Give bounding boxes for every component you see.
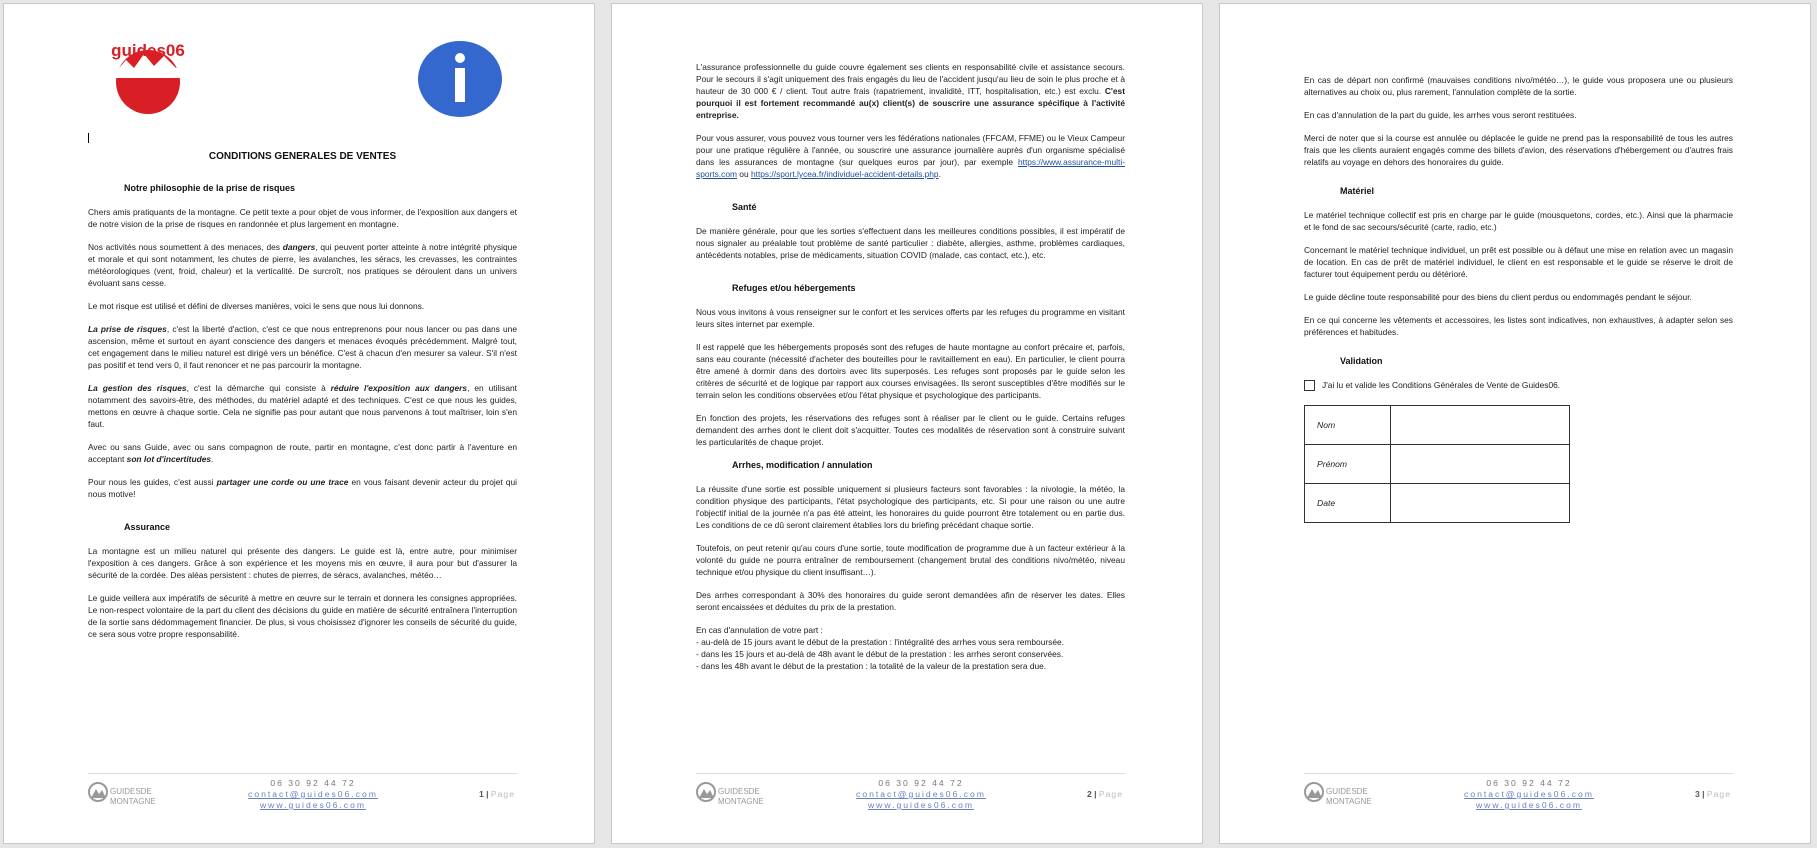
paragraph: De manière générale, pour que les sorties s'effectuent dans les meilleures conditions possibles, il est impératif de nous signaler au préalable tout problème de santé particulier : diabète, allergies, asthme, problèmes cardiaques, antécédents notables, prise de médicaments, situation COVID (malade, cas contact, etc.), etc. xyxy=(696,226,1125,260)
table-row xyxy=(1305,445,1570,484)
page-1-content xyxy=(88,4,517,651)
footer-contact xyxy=(1424,778,1634,811)
guides06-logo xyxy=(98,34,198,114)
svg-text:GUIDESDE: GUIDESDE xyxy=(110,787,152,796)
insurance-link-1[interactable]: https://www.assurance-multi-sports.com xyxy=(696,157,1125,179)
document-page-1 xyxy=(3,3,595,844)
footer-phone: 06 30 92 44 72 xyxy=(270,778,356,788)
equipment-heading: Matériel xyxy=(1340,186,1375,196)
paragraph: Le mot risque est utilisé et défini de diverses manières, voici le sens que nous lui donnons. xyxy=(88,301,425,311)
paragraph: Chers amis pratiquants de la montagne. Ce petit texte a pour objet de vous informer, de l'exposition aux dangers et de notre vision de la prise de risques en randonnée et plus largement en montagne. xyxy=(88,207,517,229)
firstname-field[interactable] xyxy=(1391,445,1570,484)
document-page-2 xyxy=(611,3,1203,844)
svg-text:MONTAGNE: MONTAGNE xyxy=(718,797,764,806)
signature-form-table xyxy=(1304,405,1570,523)
footer-web-link[interactable]: www.guides06.com xyxy=(867,800,975,810)
page-number: 1 | Page xyxy=(478,789,515,799)
info-icon xyxy=(417,40,503,118)
footer-contact xyxy=(208,778,418,811)
name-field[interactable] xyxy=(1391,406,1570,445)
paragraph: Des arrhes correspondant à 30% des honoraires du guide seront demandées afin de réserver les dates. Elles seront encaissées et déduites du prix de la prestation. xyxy=(696,590,1125,612)
text-cursor xyxy=(88,133,89,143)
document-page-3 xyxy=(1219,3,1811,844)
footer-email-link[interactable]: contact@guides06.com xyxy=(1464,789,1594,799)
paragraph: Le guide décline toute responsabilité pour des biens du client perdus ou endommagés pendant le séjour. xyxy=(1304,292,1692,302)
page-footer xyxy=(88,773,517,814)
cancellation-list: En cas d'annulation de votre part : - au-delà de 15 jours avant le début de la prestation : l'intégralité des arrhes vous sera remboursée. - dans les 15 jours et au-delà de 48h avant le début de la prestation : les arrhes seront conservées. - dans les 48h avant le début de la prestation : la totalité de la valeur de la prestation sera due. xyxy=(696,625,1064,671)
paragraph: Le matériel technique collectif est pris en charge par le guide (mousquetons, cordes, etc.). Ainsi que la pharmacie et le fond de sac secours/sécurité (carte, radio, etc.) xyxy=(1304,210,1733,232)
paragraph: En cas de départ non confirmé (mauvaises conditions nivo/météo…), le guide vous proposera une ou plusieurs alternatives au choix ou, plus rarement, l'annulation complète de la sortie. xyxy=(1304,75,1733,97)
page-footer xyxy=(1304,773,1733,814)
svg-text:MONTAGNE: MONTAGNE xyxy=(1326,797,1372,806)
footer-phone: 06 30 92 44 72 xyxy=(1486,778,1572,788)
paragraph: La prise de risques, c'est la liberté d'action, c'est ce que nous entreprenons pour nous lancer ou pas dans une ascension, même et surtout en ayant conscience des dangers et menaces évoqués précédemment. Malgré tout, cet engagement dans le milieu naturel est dirigé vers un bénéfice. C'est à chacun d'en mesurer sa valeur. S'il n'est pas positif et tend vers 0, il faut renoncer et ne pas parcourir la montagne. xyxy=(88,324,517,370)
paragraph: La réussite d'une sortie est possible uniquement si plusieurs facteurs sont favorables : la nivologie, la météo, la condition physique des participants, l'état psychologique des participants, etc. Si pour une raison ou une autre l'objectif initial de la journée n'a pas été atteint, les honoraires du guide pourront être totalement ou en partie dus. Les conditions de ce dû seront clairement établies lors du briefing précédant chaque sortie. xyxy=(696,484,1125,530)
footer-web-link[interactable]: www.guides06.com xyxy=(259,800,367,810)
footer-email-link[interactable]: contact@guides06.com xyxy=(856,789,986,799)
paragraph: Avec ou sans Guide, avec ou sans compagnon de route, partir en montagne, c'est donc partir à l'aventure en acceptant son lot d'incertitudes. xyxy=(88,442,517,464)
paragraph: En fonction des projets, les réservations des refuges sont à réaliser par le client ou le guide. Certains refuges demandent des arrhes dont le client doit s'acquitter. Toutes ces modalités de réservation sont à construire suivant les particularités de chaque projet. xyxy=(696,413,1125,447)
validation-checkbox[interactable] xyxy=(1304,380,1315,391)
checkbox-label: J'ai lu et valide les Conditions Générales de Vente de Guides06. xyxy=(1322,380,1561,390)
svg-text:GUIDESDE: GUIDESDE xyxy=(1326,787,1368,796)
firstname-label: Prénom xyxy=(1305,445,1391,484)
footer-web-link[interactable]: www.guides06.com xyxy=(1475,800,1583,810)
paragraph: L'assurance professionnelle du guide couvre également ses clients en responsabilité civile et assistance secours. Pour le secours il s'agit uniquement des frais engagés du lieu de l'accident jusqu'au lieu de soin le plus proche et à hauteur de 30 000 € / client. Tout autre frais (rapatriement, invalidité, ITT, hospitalisation, etc.) est exclu. C'est pourquoi il est fortement recommandé au(x) client(s) de souscrire une assurance spécifique à l'activité entreprise. xyxy=(696,62,1125,120)
page-number: 2 | Page xyxy=(1086,789,1123,799)
paragraph: En ce qui concerne les vêtements et accessoires, les listes sont indicatives, non exhaustives, à adapter selon ses préférences et habitudes. xyxy=(1304,315,1733,337)
page-footer xyxy=(696,773,1125,814)
health-heading: Santé xyxy=(732,202,757,212)
svg-text:MONTAGNE: MONTAGNE xyxy=(110,797,156,806)
guides-de-montagne-logo xyxy=(696,780,776,810)
paragraph: Nous vous invitons à vous renseigner sur le confort et les services offerts par les refuges du programme en visitant leurs sites internet par exemple. xyxy=(696,307,1125,329)
paragraph: La gestion des risques, c'est la démarche qui consiste à réduire l'exposition aux dangers, en utilisant notamment des savoirs-être, des méthodes, du matériel adapté et des techniques. C'est ce que nous les guides, mettons en œuvre à chaque sortie. Cela ne signifie pas pour autant que nous parvenons à tout maîtriser, loin s'en faut. xyxy=(88,383,517,429)
paragraph: Merci de noter que si la course est annulée ou déplacée le guide ne prend pas la responsabilité de tous les autres frais que les clients auraient engagés comme des billets d'avion, des réservations d'hébergement ou d'autres frais relatifs au voyage en dehors des honoraires du guide. xyxy=(1304,133,1733,167)
deposit-heading: Arrhes, modification / annulation xyxy=(732,460,873,470)
date-field[interactable] xyxy=(1391,484,1570,523)
date-label: Date xyxy=(1305,484,1391,523)
paragraph: Concernant le matériel technique individuel, un prêt est possible ou à défaut une mise en relation avec un magasin de location. En cas de prêt de matériel individuel, le client en est responsable et le guide se réserve le droit de facturer tout équipement perdu ou détérioré. xyxy=(1304,245,1733,279)
paragraph: Toutefois, on peut retenir qu'au cours d'une sortie, toute modification de programme due à un facteur extérieur à la volonté du guide ne pourra entraîner de remboursement (changement brutal des conditions nivo/météo, niveau technique et/ou physique du client insuffisant…). xyxy=(696,543,1125,577)
logo-text: guides06 xyxy=(111,41,185,60)
guides-de-montagne-logo xyxy=(88,780,168,810)
paragraph: Pour vous assurer, vous pouvez vous tourner vers les fédérations nationales (FFCAM, FFME) ou le Vieux Campeur pour une pratique régulière à l'année, ou souscrire une assurance journalière auprès d'un organisme spécialisé dans les assurances de montagne (sur quelques euros par jour), par exemple https://www.assurance-multi-sports.com ou https://sport.lycea.fr/individuel-accident-details.php. xyxy=(696,133,1125,179)
page-title: CONDITIONS GENERALES DE VENTES xyxy=(208,151,397,162)
paragraph: Pour nous les guides, c'est aussi partager une corde ou une trace en vous faisant devenir acteur du projet qui nous motive! xyxy=(88,477,517,499)
guides-de-montagne-logo xyxy=(1304,780,1384,810)
validation-heading: Validation xyxy=(1340,356,1383,366)
footer-contact xyxy=(816,778,1026,811)
table-row xyxy=(1305,406,1570,445)
paragraph: Il est rappelé que les hébergements proposés sont des refuges de haute montagne au confort précaire et, parfois, sans eau courante (nécessité d'acheter des bouteilles pour le ravitaillement en eau). En particulier, le client pourra être amené à dormir dans des dortoirs avec lits superposés. Les refuges sont proposés par le guide selon les critères de sécurité et de logique par rapport aux courses envisagées. Ils seront susceptibles d'être modifiés sur le terrain selon les conditions observées et/ou l'état physique et psychologique des participants. xyxy=(696,342,1125,400)
validation-checkbox-row[interactable] xyxy=(1304,379,1733,391)
paragraph: Nos activités nous soumettent à des menaces, des dangers, qui peuvent porter atteinte à notre intégrité physique et morale et qui sont notamment, les chutes de pierre, les avalanches, les séracs, les crevasses, les contraintes météorologiques (vent, froid, chaleur) et la verticalité. De surcroît, nos pratiques se déroulent dans un univers évoluant sans cesse. xyxy=(88,242,517,288)
page-2-content xyxy=(696,61,1125,672)
refuges-heading: Refuges et/ou hébergements xyxy=(732,283,856,293)
insurance-link-2[interactable]: https://sport.lycea.fr/individuel-accident-details.php xyxy=(750,169,939,179)
paragraph: Le guide veillera aux impératifs de sécurité à mettre en œuvre sur le terrain et donnera les consignes appropriées. Le non-respect volontaire de la part du client des décisions du guide en matière de sécurité entraînera l'interruption de la sortie sans dédommagement financier. De plus, si vous choisissez d'ignorer les conseils de sécurité du guide, ce sera sous votre propre responsabilité. xyxy=(88,593,517,639)
page-number: 3 | Page xyxy=(1694,789,1731,799)
footer-email-link[interactable]: contact@guides06.com xyxy=(248,789,378,799)
page-3-content xyxy=(1304,74,1733,523)
table-row xyxy=(1305,484,1570,523)
logo-row xyxy=(88,4,517,109)
insurance-heading: Assurance xyxy=(124,522,171,532)
footer-phone: 06 30 92 44 72 xyxy=(878,778,964,788)
name-label: Nom xyxy=(1305,406,1391,445)
paragraph: En cas d'annulation de la part du guide, les arrhes vous seront restituées. xyxy=(1304,110,1577,120)
philosophy-heading: Notre philosophie de la prise de risques xyxy=(124,183,296,193)
svg-text:GUIDESDE: GUIDESDE xyxy=(718,787,760,796)
paragraph: La montagne est un milieu naturel qui présente des dangers. Le guide est là, entre autre, pour minimiser l'exposition à ces dangers. Grâce à son expérience et les moyens mis en œuvre, il aura pour but d'assurer la sécurité de la cordée. Des aléas persistent : chutes de pierres, de séracs, avalanches, météo… xyxy=(88,546,517,580)
